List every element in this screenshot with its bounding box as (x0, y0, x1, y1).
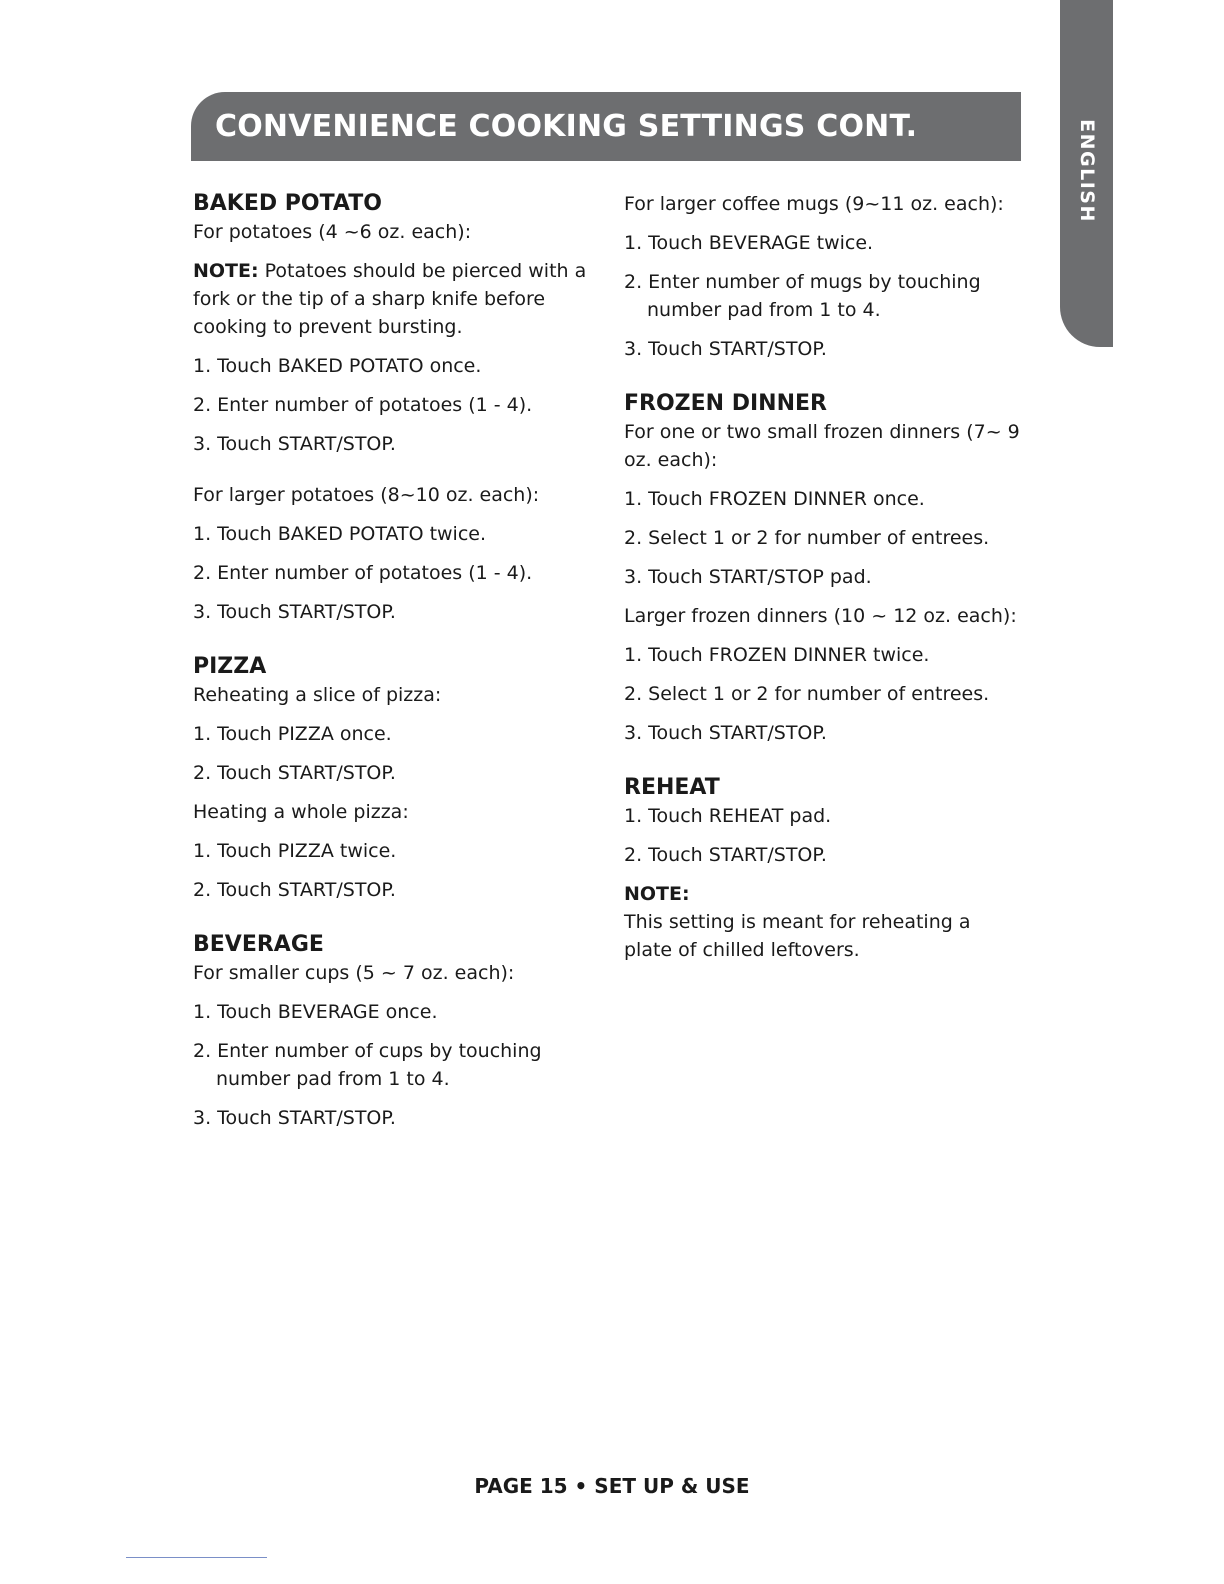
list-item: 3. Touch START/STOP. (624, 338, 827, 360)
frozen-dinner-small-intro: For one or two small frozen dinners (7~ 9 oz. each): (624, 421, 1020, 471)
list-item: 1. Touch REHEAT pad. (624, 805, 832, 827)
frozen-dinner-large-intro: Larger frozen dinners (10 ~ 12 oz. each): (624, 605, 1017, 627)
language-tab-label: ENGLISH (1075, 119, 1098, 223)
reheat-note-label: NOTE: (624, 883, 690, 905)
list-item: 2. Enter number of mugs by touching number pad from 1 to 4. (624, 271, 981, 321)
baked-potato-intro: For potatoes (4 ~6 oz. each): (193, 221, 472, 243)
frozen-dinner-large-steps (624, 641, 1024, 747)
beverage-title: BEVERAGE (193, 932, 324, 957)
reheat-steps (624, 802, 1024, 869)
baked-potato-note (193, 257, 593, 341)
beverage-large-section (624, 190, 1024, 363)
list-item: 1. Touch FROZEN DINNER once. (624, 488, 925, 510)
baked-potato-section (193, 190, 593, 626)
reheat-section (624, 774, 1024, 964)
frozen-dinner-section (624, 390, 1024, 747)
pizza-title: PIZZA (193, 654, 267, 679)
beverage-large-intro: For larger coffee mugs (9~11 oz. each): (624, 193, 1004, 215)
list-item: 1. Touch BAKED POTATO twice. (193, 523, 487, 545)
reheat-title: REHEAT (624, 775, 720, 800)
list-item: 2. Touch START/STOP. (193, 879, 396, 901)
corner-rule (126, 1557, 267, 1558)
pizza-slice-intro: Reheating a slice of pizza: (193, 684, 442, 706)
pizza-whole-steps (193, 837, 593, 904)
list-item: 2. Select 1 or 2 for number of entrees. (624, 683, 990, 705)
reheat-note-text: This setting is meant for reheating a plate of chilled leftovers. (624, 911, 971, 961)
page-footer: PAGE 15 • SET UP & USE (474, 1474, 750, 1498)
list-item: 1. Touch PIZZA once. (193, 723, 392, 745)
frozen-dinner-small-steps (624, 485, 1024, 591)
list-item: 1. Touch FROZEN DINNER twice. (624, 644, 930, 666)
list-item: 3. Touch START/STOP. (193, 433, 396, 455)
baked-potato-larger-steps (193, 520, 593, 626)
baked-potato-title: BAKED POTATO (193, 191, 382, 216)
pizza-slice-steps (193, 720, 593, 787)
page-title: CONVENIENCE COOKING SETTINGS CONT. (215, 109, 918, 144)
list-item: 3. Touch START/STOP. (193, 1107, 396, 1129)
list-item: 2. Touch START/STOP. (624, 844, 827, 866)
beverage-large-steps (624, 229, 1024, 363)
language-tab (1060, 0, 1113, 347)
list-item: 1. Touch BEVERAGE twice. (624, 232, 874, 254)
list-item: 1. Touch BAKED POTATO once. (193, 355, 482, 377)
beverage-small-intro: For smaller cups (5 ~ 7 oz. each): (193, 962, 515, 984)
list-item: 1. Touch PIZZA twice. (193, 840, 397, 862)
list-item: 2. Enter number of potatoes (1 - 4). (193, 562, 533, 584)
left-column (193, 190, 593, 1132)
list-item: 2. Enter number of cups by touching number pad from 1 to 4. (193, 1040, 542, 1090)
list-item: 2. Select 1 or 2 for number of entrees. (624, 527, 990, 549)
baked-potato-larger-intro: For larger potatoes (8~10 oz. each): (193, 484, 540, 506)
right-column (624, 190, 1024, 964)
section-header-bar (191, 92, 1021, 161)
list-item: 3. Touch START/STOP. (193, 601, 396, 623)
note-text: Potatoes should be pierced with a fork or the tip of a sharp knife before cooking to prevent bursting. (193, 260, 587, 338)
beverage-section (193, 931, 593, 1132)
baked-potato-steps (193, 352, 593, 458)
list-item: 3. Touch START/STOP. (624, 722, 827, 744)
pizza-section (193, 653, 593, 904)
list-item: 2. Enter number of potatoes (1 - 4). (193, 394, 533, 416)
pizza-whole-intro: Heating a whole pizza: (193, 801, 409, 823)
list-item: 2. Touch START/STOP. (193, 762, 396, 784)
note-label: NOTE: (193, 260, 259, 282)
beverage-small-steps (193, 998, 593, 1132)
list-item: 1. Touch BEVERAGE once. (193, 1001, 438, 1023)
list-item: 3. Touch START/STOP pad. (624, 566, 872, 588)
frozen-dinner-title: FROZEN DINNER (624, 391, 827, 416)
